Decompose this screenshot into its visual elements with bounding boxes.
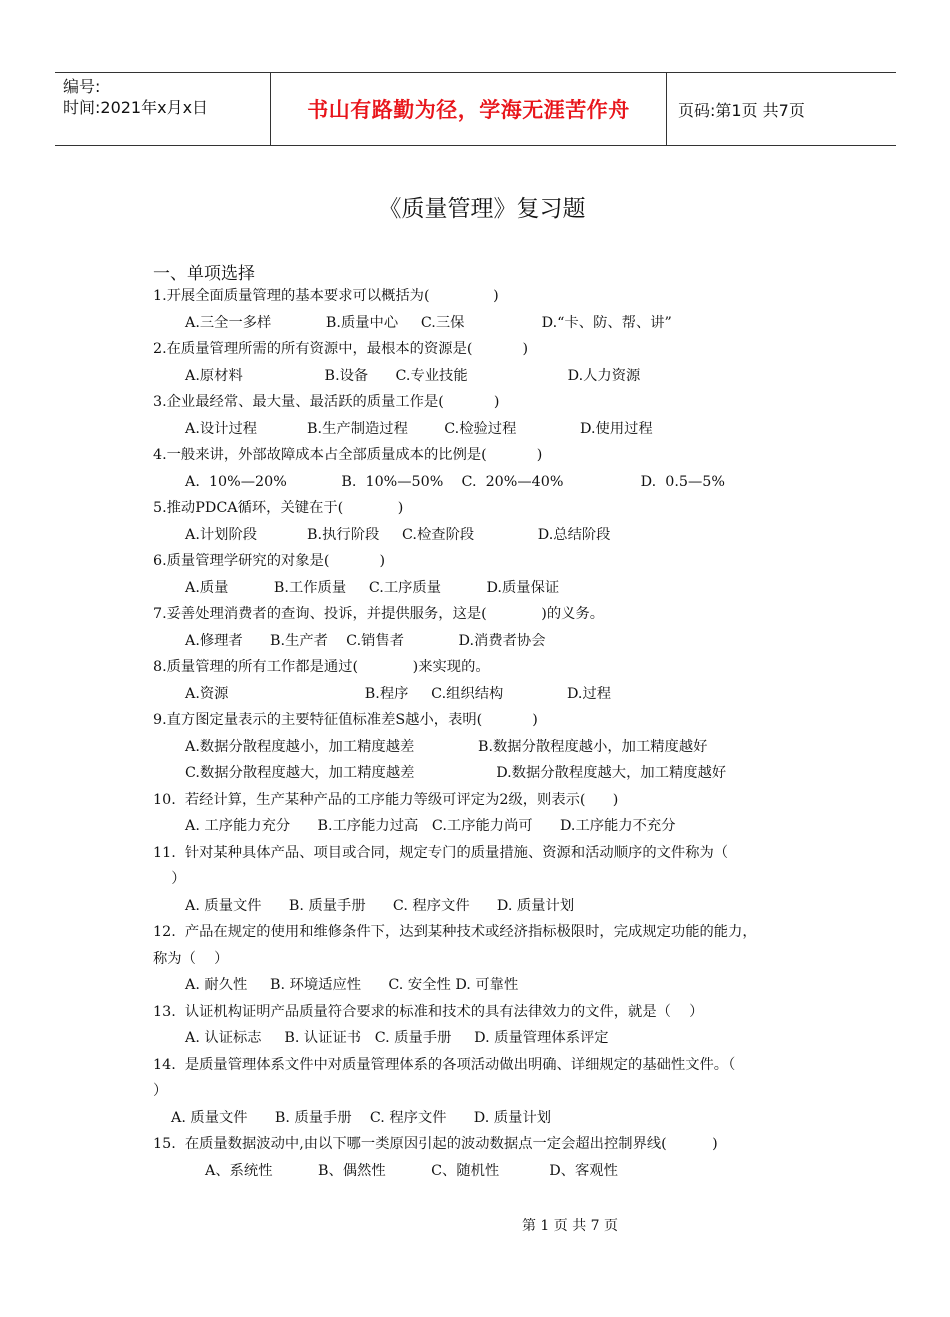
question-text: 3.企业最经常、最大量、最活跃的质量工作是( )	[153, 394, 500, 410]
question-options: A.设计过程 B.生产制造过程 C.检验过程 D.使用过程	[185, 420, 653, 437]
header-page-label: 页码:第1页 共7页	[678, 101, 805, 120]
question-item	[153, 999, 803, 1052]
question-item	[153, 548, 803, 601]
question-text: 8.质量管理的所有工作都是通过( )来实现的。	[153, 659, 490, 675]
question-options: A.计划阶段 B.执行阶段 C.检查阶段 D.总结阶段	[185, 526, 611, 543]
header-number-label: 编号:	[63, 77, 101, 96]
question-options: A、系统性 B、偶然性 C、随机性 D、客观性	[205, 1162, 618, 1179]
question-options: A.资源 B.程序 C.组织结构 D.过程	[185, 685, 612, 702]
question-item	[153, 283, 803, 336]
question-text: 4.一般来讲，外部故障成本占全部质量成本的比例是( )	[153, 447, 543, 463]
page-footer: 第 1 页 共 7 页	[521, 1218, 619, 1234]
question-options: A. 耐久性 B. 环境适应性 C. 安全性 D. 可靠性	[185, 977, 519, 993]
question-item	[153, 389, 803, 442]
question-item	[153, 442, 803, 495]
question-text: 15. 在质量数据波动中,由以下哪一类原因引起的波动数据点一定会超出控制界线( )	[153, 1136, 718, 1152]
question-options: A. 认证标志 B. 认证证书 C. 质量手册 D. 质量管理体系评定	[185, 1030, 609, 1046]
question-text: 13. 认证机构证明产品质量符合要求的标准和技术的具有法律效力的文件，就是（ ）	[153, 1003, 704, 1020]
question-text: 11. 针对某种具体产品、项目或合同，规定专门的质量措施、资源和活动顺序的文件称为（ ）	[153, 844, 729, 887]
question-options: A. 工序能力充分 B.工序能力过高 C.工序能力尚可 D.工序能力不充分	[185, 818, 676, 834]
question-options: A. 质量文件 B. 质量手册 C. 程序文件 D. 质量计划	[185, 897, 575, 914]
question-item	[153, 1131, 803, 1184]
question-item	[153, 1052, 803, 1132]
question-item	[153, 707, 803, 787]
question-item	[153, 601, 803, 654]
document-title: 《质量管理》复习题	[378, 196, 586, 222]
question-list	[153, 283, 803, 1184]
question-options: A. 质量文件 B. 质量手册 C. 程序文件 D. 质量计划	[171, 1109, 552, 1126]
question-options-continued: C.数据分散程度越大，加工精度越差 D.数据分散程度越大，加工精度越好	[185, 765, 727, 781]
question-text: 5.推动PDCA循环，关键在于( )	[153, 500, 404, 516]
question-options: A.修理者 B.生产者 C.销售者 D.消费者协会	[185, 632, 546, 649]
question-text: 6.质量管理学研究的对象是( )	[153, 553, 386, 569]
question-options: A. 10%—20% B. 10%—50% C. 20%—40% D. 0.5—5%	[185, 473, 725, 490]
question-item	[153, 336, 803, 389]
question-item	[153, 919, 803, 999]
question-options: A.数据分散程度越小，加工精度越差 B.数据分散程度越小，加工精度越好	[185, 738, 708, 755]
question-text: 2.在质量管理所需的所有资源中，最根本的资源是( )	[153, 341, 529, 357]
question-options: A.原材料 B.设备 C.专业技能 D.人力资源	[185, 367, 641, 384]
question-text: 10. 若经计算，生产某种产品的工序能力等级可评定为2级，则表示( )	[153, 791, 619, 808]
header-bottom-rule	[55, 145, 896, 146]
question-item	[153, 654, 803, 707]
question-options: A.三全一多样 B.质量中心 C.三保 D.“卡、防、帮、讲”	[185, 314, 672, 331]
header-time-label: 时间:2021年x月x日	[63, 98, 209, 117]
header-divider-right	[666, 72, 667, 145]
question-text: 9.直方图定量表示的主要特征值标准差S越小，表明( )	[153, 712, 538, 728]
question-options: A.质量 B.工作质量 C.工序质量 D.质量保证	[185, 579, 560, 596]
question-text: 12. 产品在规定的使用和维修条件下，达到某种技术或经济指标极限时，完成规定功能的能力， 称为（ ）	[153, 924, 757, 967]
question-item	[153, 495, 803, 548]
question-text: 1.开展全面质量管理的基本要求可以概括为( )	[153, 288, 499, 304]
header-left	[63, 76, 208, 118]
section-heading: 一、单项选择	[153, 264, 255, 284]
header-motto: 书山有路勤为径，学海无涯苦作舟	[307, 97, 630, 122]
question-text: 7.妥善处理消费者的查询、投诉，并提供服务，这是( )的义务。	[153, 606, 605, 622]
question-item	[153, 787, 803, 840]
question-item	[153, 840, 803, 920]
question-text: 14. 是质量管理体系文件中对质量管理体系的各项活动做出明确、详细规定的基础性文件。（ ）	[153, 1056, 736, 1099]
